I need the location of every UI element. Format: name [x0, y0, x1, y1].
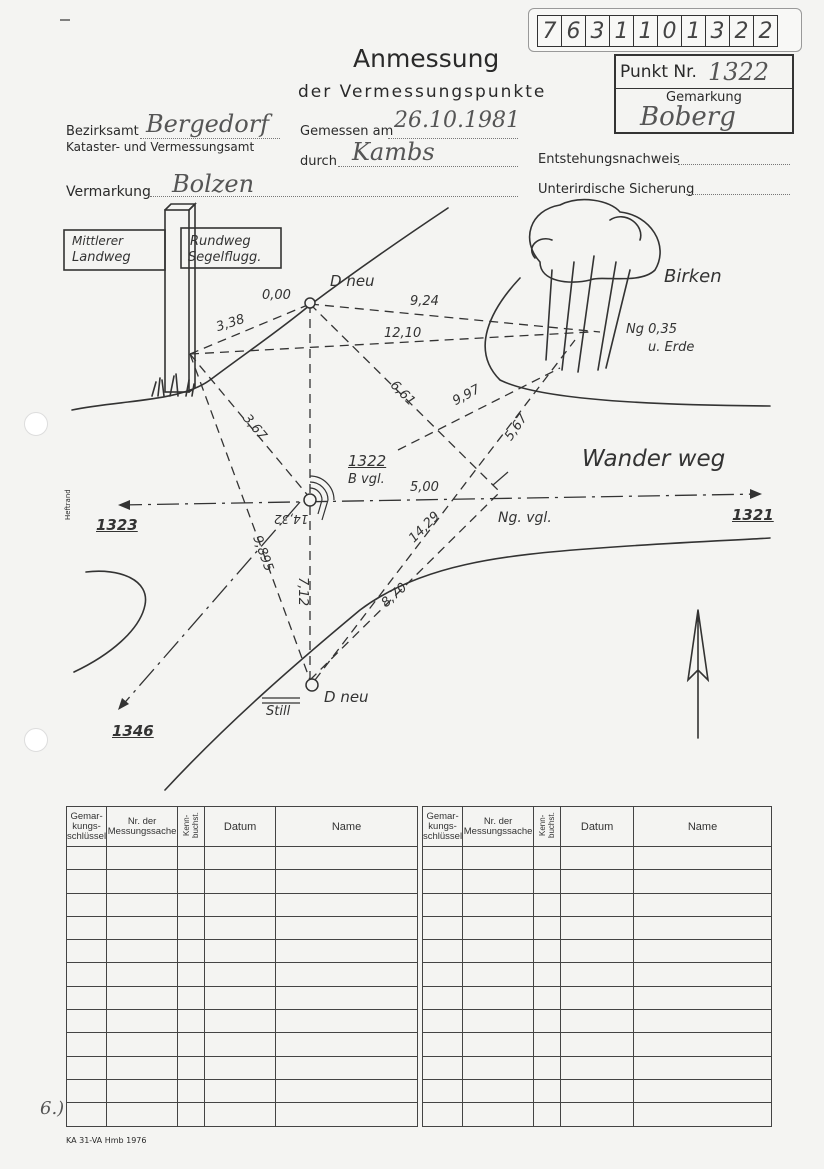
table-row — [423, 916, 772, 939]
table-row — [423, 893, 772, 916]
col-gemarkung: Gemar-kungs-schlüssel — [423, 807, 463, 847]
page-subtitle: der Vermessungspunkte — [298, 82, 547, 102]
table-row — [423, 940, 772, 963]
table-cell[interactable] — [561, 893, 634, 916]
table-cell[interactable] — [561, 1079, 634, 1102]
digit-cell: 7 — [538, 16, 562, 46]
table-cell[interactable] — [534, 940, 561, 963]
measurement-label: 3,38 — [214, 311, 247, 336]
table-cell[interactable] — [276, 870, 418, 893]
table-cell[interactable] — [178, 1010, 205, 1033]
table-cell[interactable] — [205, 1010, 276, 1033]
table-cell[interactable] — [634, 870, 772, 893]
col-datum: Datum — [561, 807, 634, 847]
col-datum: Datum — [205, 807, 276, 847]
kataster-label: Kataster- und Vermessungsamt — [66, 140, 255, 154]
table-cell[interactable] — [534, 963, 561, 986]
table-cell[interactable] — [107, 870, 178, 893]
table-row — [67, 963, 418, 986]
page-title: Anmessung — [353, 44, 500, 73]
table-cell[interactable] — [561, 847, 634, 870]
table-row — [67, 916, 418, 939]
table-header-row — [423, 807, 772, 847]
col-kennbuchst: Kenn-buchst. — [178, 807, 205, 847]
table-cell[interactable] — [178, 893, 205, 916]
table-cell[interactable] — [276, 986, 418, 1009]
table-cell[interactable] — [107, 1056, 178, 1079]
table-cell[interactable] — [205, 1033, 276, 1056]
table-cell[interactable] — [67, 893, 107, 916]
measurement-label: 9,895 — [249, 533, 277, 574]
table-cell[interactable] — [67, 940, 107, 963]
ng-vgl-label: Ng. vgl. — [498, 510, 552, 526]
ng-top-label-1: Ng 0,35 — [626, 322, 678, 337]
ref-1346: 1346 — [112, 722, 154, 740]
table-cell[interactable] — [634, 1010, 772, 1033]
dneu-top-label: D neu — [330, 272, 375, 290]
point-dneu-bottom — [306, 679, 318, 691]
table-row — [67, 893, 418, 916]
table-cell[interactable] — [634, 1079, 772, 1102]
table-cell[interactable] — [276, 1079, 418, 1102]
digit-cell: 3 — [706, 16, 730, 46]
measurement-table-left — [66, 806, 418, 1127]
table-cell[interactable] — [205, 916, 276, 939]
table-cell[interactable] — [463, 847, 534, 870]
table-cell[interactable] — [534, 1079, 561, 1102]
table-cell[interactable] — [534, 870, 561, 893]
table-cell[interactable] — [276, 1056, 418, 1079]
table-cell[interactable] — [423, 1079, 463, 1102]
table-cell[interactable] — [178, 1103, 205, 1126]
birch-trees — [530, 200, 661, 372]
table-cell[interactable] — [107, 986, 178, 1009]
table-cell[interactable] — [67, 847, 107, 870]
table-cell[interactable] — [463, 1033, 534, 1056]
table-cell[interactable] — [463, 963, 534, 986]
signpost — [165, 210, 189, 392]
table-cell[interactable] — [534, 986, 561, 1009]
measurement-label: 9,97 — [450, 382, 483, 409]
durch-value: Kambs — [352, 138, 435, 166]
table-cell[interactable] — [634, 1056, 772, 1079]
table-cell[interactable] — [423, 940, 463, 963]
vermarkung-label: Vermarkung — [66, 184, 151, 200]
digit-cell: 2 — [758, 18, 773, 44]
terrain-line-top — [72, 208, 448, 410]
table-cell[interactable] — [423, 1010, 463, 1033]
col-name: Name — [276, 807, 418, 847]
table-cell[interactable] — [634, 1103, 772, 1126]
table-cell[interactable] — [423, 986, 463, 1009]
point-1322-sub: B vgl. — [348, 472, 385, 487]
table-cell[interactable] — [205, 1056, 276, 1079]
table-cell[interactable] — [561, 986, 634, 1009]
sicherung-label: Unterirdische Sicherung — [538, 182, 695, 197]
digit-cell: 1 — [682, 16, 706, 46]
table-row — [67, 1033, 418, 1056]
bezirksamt-label: Bezirksamt — [66, 124, 139, 139]
heftrand-label: Heftrand — [64, 489, 72, 520]
gemarkung-label: Gemarkung — [666, 90, 742, 105]
table-row — [423, 963, 772, 986]
table-cell[interactable] — [561, 1056, 634, 1079]
table-cell[interactable] — [463, 940, 534, 963]
table-cell[interactable] — [463, 1079, 534, 1102]
table-cell[interactable] — [178, 986, 205, 1009]
table-row — [423, 1079, 772, 1102]
table-cell[interactable] — [67, 916, 107, 939]
point-dneu-top — [305, 298, 315, 308]
page-note: 6.) — [40, 1098, 65, 1119]
table-cell[interactable] — [205, 986, 276, 1009]
table-cell[interactable] — [107, 893, 178, 916]
table-cell[interactable] — [178, 940, 205, 963]
table-row — [423, 986, 772, 1009]
table-row — [67, 1010, 418, 1033]
table-cell[interactable] — [463, 1103, 534, 1126]
table-cell[interactable] — [107, 940, 178, 963]
table-cell[interactable] — [463, 916, 534, 939]
table-row — [423, 1010, 772, 1033]
measurement-label: 5,00 — [410, 480, 439, 495]
sign-right-text-1: Rundweg — [190, 234, 251, 249]
axis-1323-1321 — [120, 494, 760, 505]
table-cell[interactable] — [67, 1010, 107, 1033]
digit-cell: 6 — [562, 16, 586, 46]
sign-left-text-1: Mittlerer — [72, 234, 124, 248]
table-cell[interactable] — [205, 940, 276, 963]
table-cell[interactable] — [634, 916, 772, 939]
table-cell[interactable] — [276, 893, 418, 916]
table-cell[interactable] — [178, 1079, 205, 1102]
table-row — [423, 847, 772, 870]
measurement-label: 9,24 — [410, 294, 439, 309]
table-cell[interactable] — [276, 940, 418, 963]
zero-label: 0,00 — [262, 288, 291, 303]
ref-1323: 1323 — [96, 516, 138, 534]
table-cell[interactable] — [67, 1056, 107, 1079]
table-cell[interactable] — [463, 1056, 534, 1079]
sign-left-text-2: Landweg — [72, 250, 131, 265]
table-row — [67, 986, 418, 1009]
table-cell[interactable] — [534, 1010, 561, 1033]
measurement-table-right — [422, 806, 772, 1127]
digit-cell: 2 — [730, 16, 754, 46]
table-cell[interactable] — [276, 1103, 418, 1126]
table-cell[interactable] — [423, 1033, 463, 1056]
table-cell[interactable] — [67, 963, 107, 986]
table-cell[interactable] — [634, 986, 772, 1009]
table-cell[interactable] — [276, 916, 418, 939]
table-row — [423, 870, 772, 893]
form-code: KA 31-VA Hmb 1976 — [66, 1136, 147, 1145]
table-cell[interactable] — [561, 916, 634, 939]
table-cell[interactable] — [107, 1079, 178, 1102]
table-row — [67, 1079, 418, 1102]
still-label: Still — [266, 704, 291, 719]
table-cell[interactable] — [423, 916, 463, 939]
sign-right-text-2: Segelflugg. — [188, 250, 262, 265]
table-cell[interactable] — [276, 847, 418, 870]
measurement-label: 12,10 — [384, 326, 422, 341]
table-row — [67, 870, 418, 893]
road-line-lower — [165, 538, 770, 790]
table-cell[interactable] — [534, 1033, 561, 1056]
table-cell[interactable] — [561, 1010, 634, 1033]
table-cell[interactable] — [107, 1103, 178, 1126]
measurement-label: 14,29 — [406, 509, 444, 546]
table-cell[interactable] — [534, 1056, 561, 1079]
table-cell[interactable] — [561, 1033, 634, 1056]
measurement-label: 14,32 — [274, 512, 309, 526]
ng-top-label-2: u. Erde — [648, 340, 695, 355]
gemessen-value: 26.10.1981 — [394, 108, 520, 133]
gemarkung-value: Boberg — [640, 102, 736, 132]
durch-label: durch — [300, 154, 337, 169]
punkt-label: Punkt Nr. — [620, 62, 697, 82]
table-cell[interactable] — [534, 847, 561, 870]
table-cell[interactable] — [205, 870, 276, 893]
table-cell[interactable] — [534, 916, 561, 939]
table-cell[interactable] — [561, 1103, 634, 1126]
table-row — [67, 1103, 418, 1126]
table-row — [67, 1056, 418, 1079]
punkt-value: 1322 — [708, 58, 770, 86]
curve-left — [74, 571, 146, 672]
table-cell[interactable] — [634, 940, 772, 963]
table-row — [67, 847, 418, 870]
table-cell[interactable] — [463, 986, 534, 1009]
table-cell[interactable] — [178, 870, 205, 893]
table-cell[interactable] — [463, 893, 534, 916]
table-cell[interactable] — [276, 1033, 418, 1056]
table-cell[interactable] — [178, 916, 205, 939]
dneu-bottom-label: D neu — [324, 688, 369, 706]
table-cell[interactable] — [534, 893, 561, 916]
point-1322-label: 1322 — [348, 452, 387, 470]
table-row — [423, 1103, 772, 1126]
table-cell[interactable] — [178, 1033, 205, 1056]
table-cell[interactable] — [561, 940, 634, 963]
table-cell[interactable] — [178, 847, 205, 870]
terrain-line-right — [485, 278, 770, 406]
table-cell[interactable] — [463, 870, 534, 893]
measurement-label: 6,61 — [386, 377, 419, 410]
measurement-label: 7,12 — [294, 577, 310, 606]
measurement-label: 3,67 — [239, 411, 270, 444]
table-row — [423, 1056, 772, 1079]
north-arrow — [688, 610, 708, 738]
table-cell[interactable] — [561, 870, 634, 893]
table-cell[interactable] — [205, 963, 276, 986]
table-cell[interactable] — [107, 1033, 178, 1056]
table-cell[interactable] — [534, 1103, 561, 1126]
table-cell[interactable] — [561, 963, 634, 986]
table-cell[interactable] — [205, 847, 276, 870]
table-cell[interactable] — [463, 1010, 534, 1033]
table-cell[interactable] — [107, 916, 178, 939]
measurement-label: 8,70 — [378, 580, 411, 611]
table-cell[interactable] — [634, 963, 772, 986]
table-cell[interactable] — [67, 870, 107, 893]
col-gemarkung: Gemar-kungs-schlüssel — [67, 807, 107, 847]
bezirksamt-value: Bergedorf — [146, 110, 270, 138]
table-cell[interactable] — [205, 893, 276, 916]
col-kennbuchst: Kenn-buchst. — [534, 807, 561, 847]
table-cell[interactable] — [205, 1103, 276, 1126]
gemessen-label: Gemessen am — [300, 124, 394, 139]
table-row — [423, 1033, 772, 1056]
axis-1346 — [120, 502, 300, 708]
table-cell[interactable] — [205, 1079, 276, 1102]
table-cell[interactable] — [634, 847, 772, 870]
digit-cell: 1 — [634, 16, 658, 46]
table-cell[interactable] — [67, 1033, 107, 1056]
table-cell[interactable] — [634, 893, 772, 916]
table-cell[interactable] — [67, 1103, 107, 1126]
table-cell[interactable] — [67, 986, 107, 1009]
digit-cell: 3 — [586, 16, 610, 46]
table-cell[interactable] — [67, 1079, 107, 1102]
table-cell[interactable] — [178, 963, 205, 986]
ref-1321: 1321 — [732, 506, 774, 524]
table-cell[interactable] — [107, 963, 178, 986]
table-cell[interactable] — [423, 847, 463, 870]
table-cell[interactable] — [423, 893, 463, 916]
birken-label: Birken — [664, 266, 722, 287]
table-header-row — [67, 807, 418, 847]
col-messungssache: Nr. der Messungssache — [107, 807, 178, 847]
table-cell[interactable] — [107, 1010, 178, 1033]
wanderweg-label: Wander weg — [582, 446, 726, 472]
digit-cell: 0 — [658, 16, 682, 46]
col-messungssache: Nr. der Messungssache — [463, 807, 534, 847]
table-cell[interactable] — [276, 1010, 418, 1033]
digit-cell: 1 — [610, 16, 634, 46]
point-1322 — [304, 494, 316, 506]
table-cell[interactable] — [107, 847, 178, 870]
table-cell[interactable] — [423, 963, 463, 986]
table-cell[interactable] — [276, 963, 418, 986]
table-cell[interactable] — [423, 870, 463, 893]
measurement-label: 5,67 — [502, 411, 531, 444]
col-name: Name — [634, 807, 772, 847]
table-row — [67, 940, 418, 963]
table-cell[interactable] — [178, 1056, 205, 1079]
table-cell[interactable] — [423, 1056, 463, 1079]
entstehung-label: Entstehungsnachweis — [538, 152, 680, 167]
vermarkung-value: Bolzen — [172, 170, 255, 198]
table-cell[interactable] — [423, 1103, 463, 1126]
table-cell[interactable] — [634, 1033, 772, 1056]
